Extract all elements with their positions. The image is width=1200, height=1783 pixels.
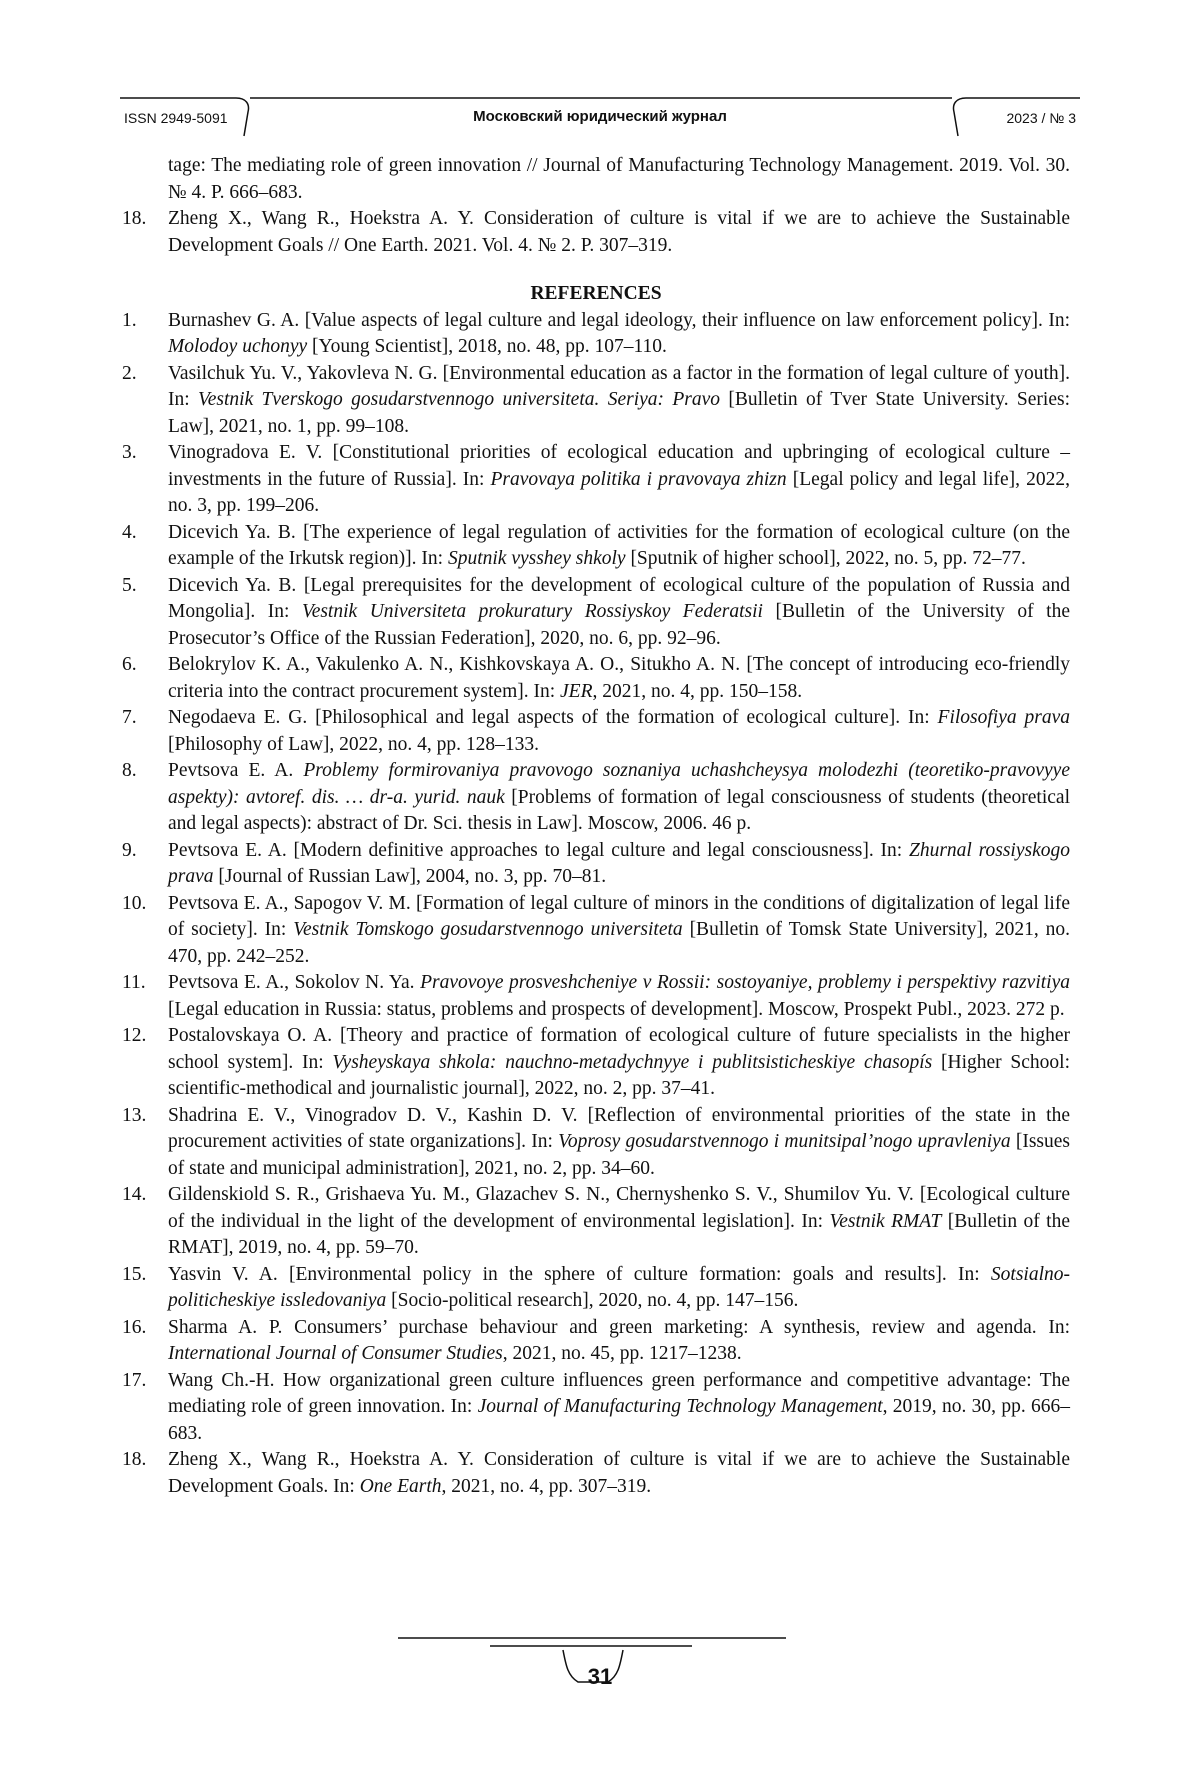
reference-number: 14. (122, 1184, 147, 1205)
reference-text-main: Vinogradova E. V. [Constitutional priorities of ecological education and upbringing of ecological culture – investments in the future of Russia]. In: (168, 442, 1070, 490)
reference-number: 15. (122, 1263, 147, 1285)
reference-source-title: Vestnik RMAT (829, 1210, 942, 1232)
reference-number: 7. (122, 707, 137, 728)
reference-item (122, 1315, 1070, 1368)
issue-label: 2023 / № 3 (1006, 110, 1076, 126)
page-footer (0, 1620, 1200, 1720)
reference-item (122, 970, 1070, 1023)
reference-text-main: Pevtsova E. A., Sapogov V. M. [Formation of legal culture of minors in the conditions of digitalization of legal life of society]. In: (168, 892, 1070, 940)
reference-text (168, 1447, 1070, 1500)
reference-number: 9. (122, 839, 137, 861)
reference-text-main: Dicevich Ya. B. [The experience of legal regulation of activities for the formation of ecological culture (on the example of the Irkutsk region)]. In: (168, 521, 1070, 569)
reference-item (122, 361, 1070, 441)
reference-text (168, 705, 1070, 758)
reference-details: [Sputnik of higher school], 2022, no. 5, pp. 72–77. (625, 548, 1026, 569)
reference-text (168, 1368, 1070, 1448)
reference-source-title: Vestnik Tverskogo gosudarstvennogo universiteta. Seriya: Pravo (198, 389, 721, 410)
reference-source-title: Zhurnal rossiyskogo prava (168, 839, 1070, 887)
reference-text-main: Dicevich Ya. B. [Legal prerequisites for the development of ecological culture of the population of Russia and Mongolia]. In: (168, 574, 1070, 622)
continued-list (122, 153, 1070, 259)
reference-source-title: Sputnik vysshey shkoly (447, 548, 626, 569)
reference-number: 13. (122, 1104, 147, 1126)
reference-source-title: Vestnik Universiteta prokuratury Rossiyskoy Federatsii (301, 601, 763, 622)
reference-text-main: Postalovskaya O. A. [Theory and practice of formation of ecological culture of future specialists in the higher school system]. In: (168, 1025, 1070, 1073)
reference-number: 16. (122, 1316, 147, 1338)
reference-details: [Bulletin of Tomsk State University], 2021, no. 470, pp. 242–252. (168, 919, 1070, 967)
reference-details: [Legal education in Russia: status, problems and prospects of development]. Moscow, Prospekt Publ., 2023. 272 p. (168, 998, 1065, 1020)
reference-text-main: Shadrina E. V., Vinogradov D. V., Kashin D. V. [Reflection of environmental priorities of the state in the procurement activities of state organizations]. In: (168, 1104, 1070, 1152)
references-list (122, 308, 1070, 1501)
reference-source-title: Problemy formirovaniya pravovogo soznaniya uchashcheysya molodezhi (teoretiko-pravovyye aspekty): avtoref. dis. … dr-a. yurid. nauk (168, 760, 1070, 808)
page-header (0, 0, 1200, 150)
reference-text-main: Belokrylov K. A., Vakulenko A. N., Kishkovskaya A. O., Situkho A. N. [The concept of introducing eco-friendly criteria into the contract procurement system]. In: (168, 654, 1070, 702)
reference-item (122, 308, 1070, 361)
item-text: Zheng X., Wang R., Hoekstra A. Y. Consideration of culture is vital if we are to achieve the Sustainable Development Goals // One Earth. 2021. Vol. 4. № 2. P. 307–319. (168, 208, 1070, 256)
reference-text (168, 758, 1070, 838)
reference-number: 8. (122, 760, 137, 781)
reference-details: [Problems of formation of legal consciousness of students (theoretical and legal aspects): abstract of Dr. Sci. thesis in Law]. Moscow, 2006. 46 p. (168, 786, 1070, 834)
item-text: tage: The mediating role of green innovation // Journal of Manufacturing Technology Management. 2019. Vol. 30. № 4. P. 666–683. (168, 155, 1070, 203)
reference-source-title: JER (560, 680, 593, 702)
reference-details: [Socio-political research], 2020, no. 4, pp. 147–156. (386, 1290, 799, 1311)
reference-number: 12. (122, 1025, 147, 1046)
reference-item (122, 891, 1070, 971)
reference-number: 3. (122, 442, 137, 463)
reference-details: , 2021, no. 4, pp. 307–319. (441, 1475, 652, 1497)
reference-text (168, 520, 1070, 573)
reference-item (122, 573, 1070, 653)
reference-text-main: Pevtsova E. A. [Modern definitive approaches to legal culture and legal consciousness]. In: (168, 839, 909, 861)
reference-details: , 2021, no. 4, pp. 150–158. (592, 680, 803, 702)
reference-item (122, 758, 1070, 838)
reference-number: 1. (122, 309, 137, 331)
reference-number: 17. (122, 1369, 147, 1391)
reference-number: 11. (122, 972, 146, 993)
item-number: 18. (122, 208, 147, 229)
reference-source-title: Pravovoye prosveshcheniye v Rossii: sostoyaniye, problemy i perspektivy razvitiya (420, 972, 1070, 993)
reference-source-title: Molodoy uchonyy (168, 336, 308, 357)
reference-item (122, 838, 1070, 891)
header-rule (0, 0, 1200, 150)
reference-item (122, 652, 1070, 705)
reference-item (122, 1182, 1070, 1262)
reference-text-main: Burnashev G. A. [Value aspects of legal culture and legal ideology, their influence on law enforcement policy]. In: (168, 309, 1070, 331)
list-item (122, 153, 1070, 206)
reference-text-main: Wang Ch.-H. How organizational green culture influences green performance and competitive advantage: The mediating role of green innovation. In: (168, 1369, 1070, 1417)
reference-details: [Journal of Russian Law], 2004, no. 3, pp. 70–81. (213, 866, 607, 887)
reference-text (168, 891, 1070, 971)
reference-number: 2. (122, 362, 137, 384)
reference-item (122, 440, 1070, 520)
reference-item (122, 520, 1070, 573)
references-heading: REFERENCES (530, 283, 662, 304)
reference-details: , 2019, no. 30, pp. 666–683. (168, 1396, 1071, 1444)
reference-text (168, 1262, 1070, 1315)
reference-details: [Bulletin of the University of the Prosecutor’s Office of the Russian Federation], 2020, no. 6, pp. 92–96. (168, 601, 1070, 649)
reference-number: 5. (122, 574, 137, 596)
reference-source-title: Vysheyskaya shkola: nauchno-metadychnyye i publitsisticheskiye chasopís (332, 1051, 933, 1073)
reference-text (168, 308, 1070, 361)
reference-source-title: International Journal of Consumer Studies (168, 1343, 503, 1364)
reference-text (168, 361, 1070, 441)
reference-item (122, 1447, 1070, 1500)
reference-text-main: Sharma A. P. Consumers’ purchase behaviour and green marketing: A synthesis, review and agenda. In: (168, 1316, 1070, 1338)
journal-title: Московский юридический журнал (473, 108, 727, 125)
issn-label: ISSN 2949-5091 (124, 110, 228, 126)
reference-item (122, 1023, 1070, 1103)
page-number: 31 (587, 1664, 613, 1689)
reference-text-main: Negodaeva E. G. [Philosophical and legal aspects of the formation of ecological culture]. In: (168, 707, 938, 728)
reference-text (168, 1103, 1070, 1183)
reference-text (168, 440, 1070, 520)
reference-details: [Issues of state and municipal administration], 2021, no. 2, pp. 34–60. (168, 1131, 1070, 1179)
reference-item (122, 1368, 1070, 1448)
reference-details: [Bulletin of the RMAT], 2019, no. 4, pp. 59–70. (168, 1210, 1071, 1258)
reference-text-main: Yasvin V. A. [Environmental policy in the sphere of culture formation: goals and results]. In: (168, 1263, 991, 1285)
reference-number: 6. (122, 654, 137, 675)
reference-details: [Higher School: scientific-methodical and journalistic journal], 2022, no. 2, pp. 37–41. (168, 1051, 1070, 1099)
reference-source-title: Vestnik Tomskogo gosudarstvennogo universiteta (293, 919, 683, 940)
reference-details: [Young Scientist], 2018, no. 48, pp. 107–110. (307, 336, 667, 357)
reference-number: 10. (122, 892, 147, 914)
reference-item (122, 1103, 1070, 1183)
reference-text-main: Vasilchuk Yu. V., Yakovleva N. G. [Environmental education as a factor in the formation of legal culture of youth]. In: (168, 362, 1070, 410)
reference-text (168, 1182, 1070, 1262)
reference-item (122, 1262, 1070, 1315)
reference-details: , 2021, no. 45, pp. 1217–1238. (502, 1343, 742, 1364)
reference-details: [Bulletin of Tver State University. Series: Law], 2021, no. 1, pp. 99–108. (168, 389, 1070, 437)
reference-number: 4. (122, 521, 137, 543)
reference-source-title: One Earth (359, 1475, 442, 1497)
reference-text (168, 1023, 1070, 1103)
reference-text-main: Pevtsova E. A., Sokolov N. Ya. (168, 972, 421, 993)
reference-number: 18. (122, 1449, 147, 1470)
reference-source-title: Pravovaya politika i pravovaya zhizn (490, 468, 787, 490)
reference-source-title: Sotsialno-politicheskiye issledovaniya (168, 1263, 1070, 1311)
reference-text-main: Zheng X., Wang R., Hoekstra A. Y. Consideration of culture is vital if we are to achieve the Sustainable Development Goals. In: (168, 1449, 1070, 1497)
list-item (122, 206, 1070, 259)
reference-text-main: Gildenskiold S. R., Grishaeva Yu. M., Glazachev S. N., Chernyshenko S. V., Shumilov Yu. V. [Ecological culture of the individual in the light of the development of environmental legislation]. In: (168, 1184, 1070, 1232)
reference-text (168, 970, 1070, 1023)
reference-item (122, 705, 1070, 758)
reference-text (168, 1315, 1070, 1368)
reference-source-title: Voprosy gosudarstvennogo i munitsipal’nogo upravleniya (558, 1131, 1011, 1152)
reference-text (168, 838, 1070, 891)
page-content (122, 153, 1070, 1500)
reference-text-main: Pevtsova E. A. (168, 760, 304, 781)
reference-source-title: Journal of Manufacturing Technology Management (477, 1396, 883, 1417)
reference-text (168, 652, 1070, 705)
reference-source-title: Filosofiya prava (937, 707, 1070, 728)
reference-text (168, 573, 1070, 653)
reference-details: [Legal policy and legal life], 2022, no. 3, pp. 199–206. (168, 468, 1070, 516)
reference-details: [Philosophy of Law], 2022, no. 4, pp. 128–133. (168, 733, 540, 755)
